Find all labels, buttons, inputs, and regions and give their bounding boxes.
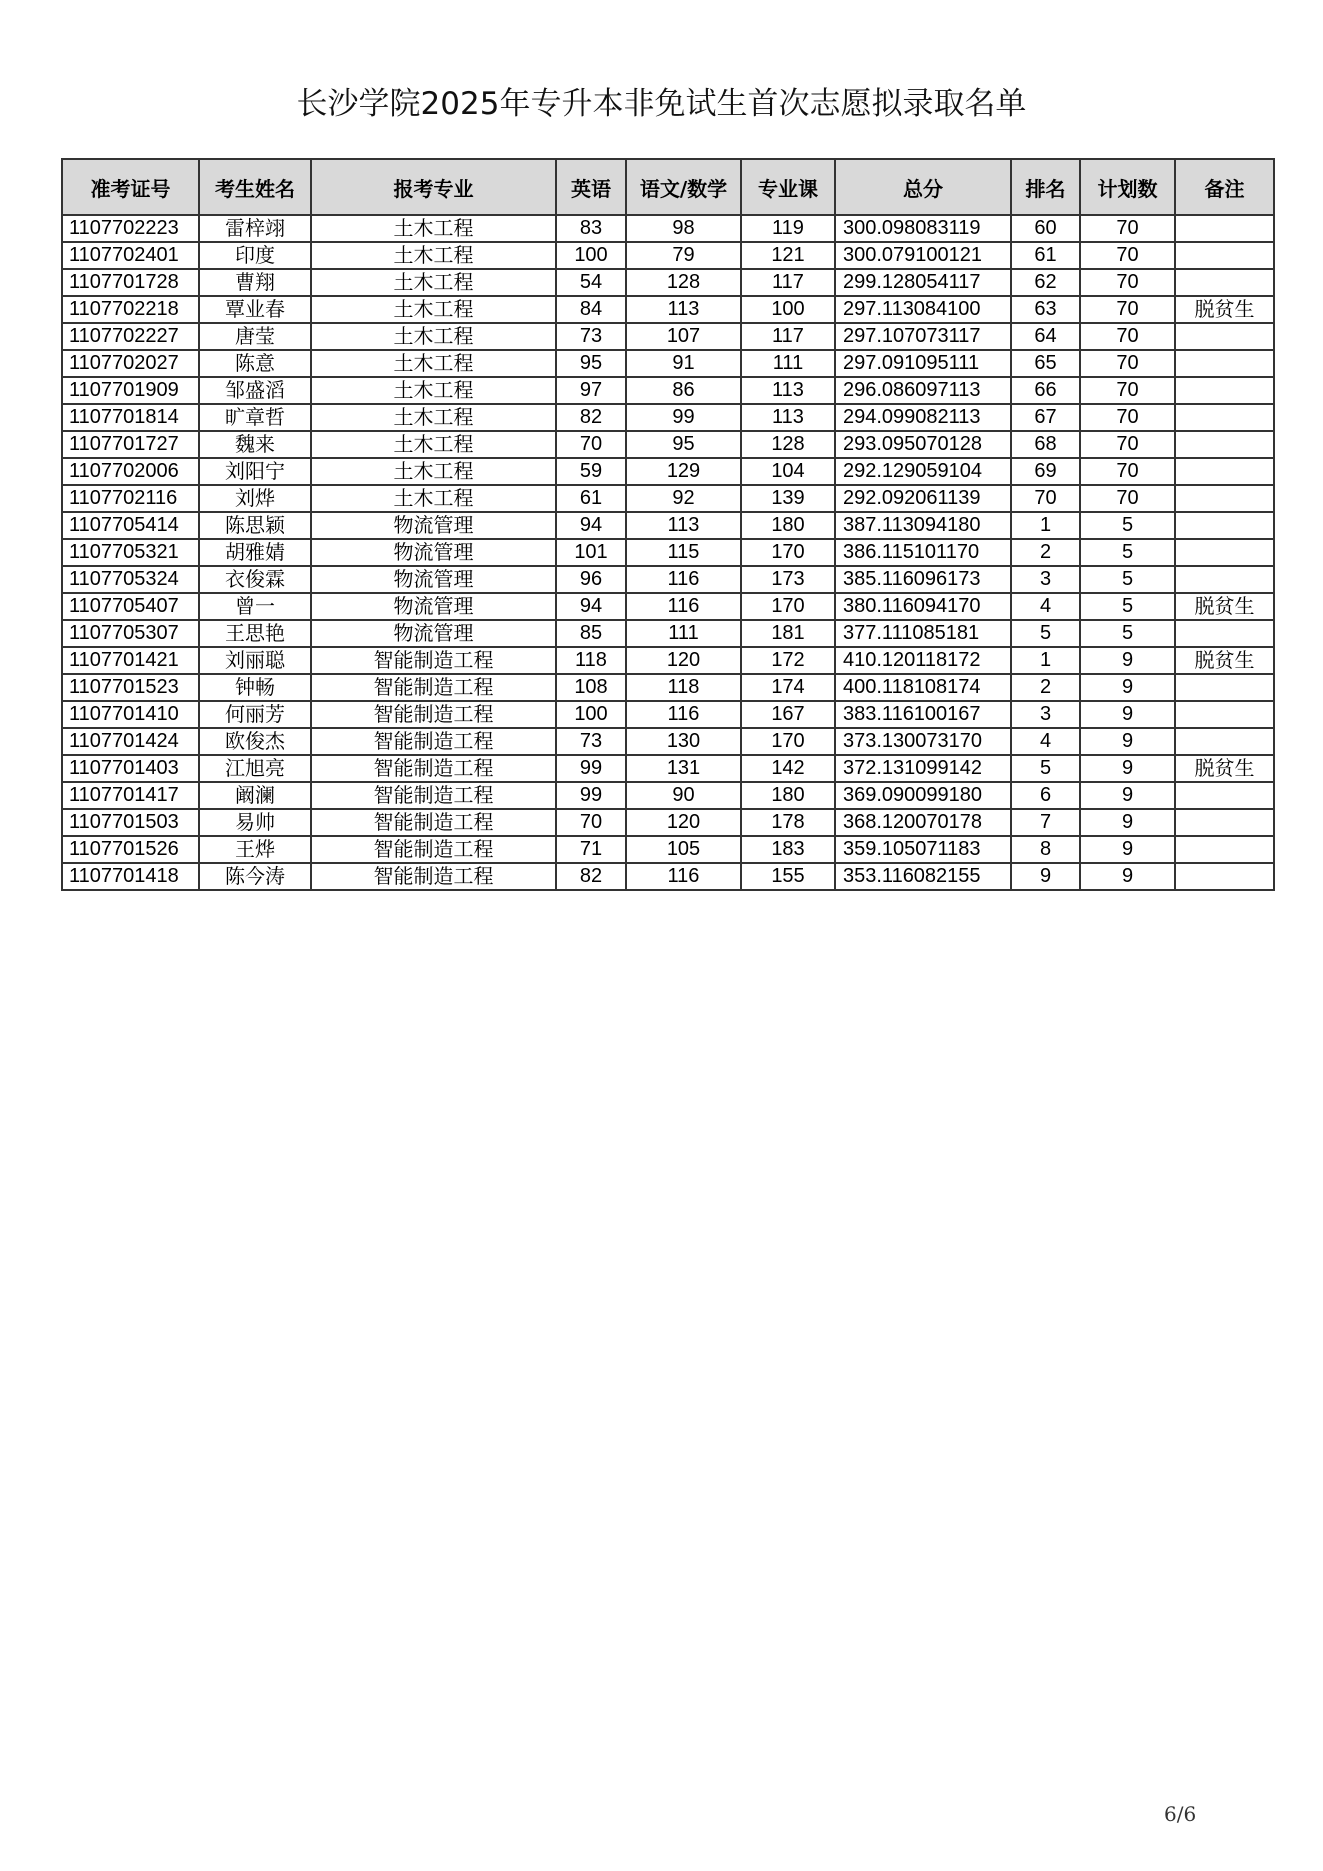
table-row [62,458,1274,485]
major-cell: 物流管理 [311,566,556,593]
plan-count-cell: 9 [1080,836,1175,863]
plan-count-cell: 9 [1080,728,1175,755]
major-cell: 智能制造工程 [311,701,556,728]
rank-cell: 5 [1011,755,1080,782]
plan-count-cell: 9 [1080,809,1175,836]
plan-count-cell: 9 [1080,782,1175,809]
exam-id-cell: 1107702218 [62,296,199,323]
note-cell [1175,728,1274,755]
major-cell: 土木工程 [311,350,556,377]
rank-cell: 2 [1011,674,1080,701]
major-cell: 物流管理 [311,512,556,539]
rank-cell: 3 [1011,701,1080,728]
exam-id-cell: 1107705321 [62,539,199,566]
table-row [62,404,1274,431]
note-cell [1175,323,1274,350]
exam-id-cell: 1107702006 [62,458,199,485]
exam-id-cell: 1107705307 [62,620,199,647]
plan-count-cell: 70 [1080,485,1175,512]
chinese-math-cell: 105 [626,836,741,863]
table-row [62,782,1274,809]
english-cell: 70 [556,809,626,836]
major-cell: 土木工程 [311,215,556,242]
total-cell: 380.116094170 [835,593,1011,620]
major-cell: 智能制造工程 [311,836,556,863]
name-cell: 陈思颖 [199,512,311,539]
exam-id-cell: 1107701403 [62,755,199,782]
note-cell [1175,404,1274,431]
major-course-cell: 100 [741,296,835,323]
chinese-math-cell: 98 [626,215,741,242]
table-row [62,539,1274,566]
exam-id-cell: 1107701727 [62,431,199,458]
english-cell: 59 [556,458,626,485]
exam-id-cell: 1107701728 [62,269,199,296]
name-cell: 王思艳 [199,620,311,647]
exam-id-cell: 1107701503 [62,809,199,836]
plan-count-cell: 70 [1080,269,1175,296]
english-cell: 97 [556,377,626,404]
rank-cell: 60 [1011,215,1080,242]
english-cell: 101 [556,539,626,566]
name-cell: 邹盛滔 [199,377,311,404]
header-rank: 排名 [1011,159,1080,215]
rank-cell: 69 [1011,458,1080,485]
note-cell [1175,512,1274,539]
plan-count-cell: 5 [1080,512,1175,539]
major-course-cell: 180 [741,512,835,539]
major-cell: 土木工程 [311,485,556,512]
header-plan-count: 计划数 [1080,159,1175,215]
english-cell: 54 [556,269,626,296]
header-english: 英语 [556,159,626,215]
rank-cell: 1 [1011,647,1080,674]
table-row [62,350,1274,377]
note-cell [1175,863,1274,890]
plan-count-cell: 70 [1080,296,1175,323]
major-course-cell: 121 [741,242,835,269]
major-cell: 智能制造工程 [311,647,556,674]
chinese-math-cell: 116 [626,566,741,593]
chinese-math-cell: 128 [626,269,741,296]
table-row [62,485,1274,512]
note-cell [1175,215,1274,242]
name-cell: 衣俊霖 [199,566,311,593]
rank-cell: 7 [1011,809,1080,836]
total-cell: 387.113094180 [835,512,1011,539]
chinese-math-cell: 92 [626,485,741,512]
total-cell: 294.099082113 [835,404,1011,431]
admission-table [61,158,1275,891]
exam-id-cell: 1107701424 [62,728,199,755]
name-cell: 刘阳宁 [199,458,311,485]
header-total: 总分 [835,159,1011,215]
plan-count-cell: 70 [1080,323,1175,350]
plan-count-cell: 9 [1080,647,1175,674]
name-cell: 刘烨 [199,485,311,512]
total-cell: 299.128054117 [835,269,1011,296]
total-cell: 296.086097113 [835,377,1011,404]
total-cell: 359.105071183 [835,836,1011,863]
major-course-cell: 113 [741,377,835,404]
table-row [62,323,1274,350]
english-cell: 118 [556,647,626,674]
total-cell: 292.092061139 [835,485,1011,512]
note-cell [1175,620,1274,647]
table-row [62,593,1274,620]
english-cell: 61 [556,485,626,512]
chinese-math-cell: 95 [626,431,741,458]
major-course-cell: 104 [741,458,835,485]
major-course-cell: 142 [741,755,835,782]
chinese-math-cell: 79 [626,242,741,269]
total-cell: 386.115101170 [835,539,1011,566]
header-major-course: 专业课 [741,159,835,215]
admission-table-wrapper [61,158,1273,891]
total-cell: 300.079100121 [835,242,1011,269]
english-cell: 96 [556,566,626,593]
name-cell: 王烨 [199,836,311,863]
note-cell [1175,782,1274,809]
table-row [62,674,1274,701]
rank-cell: 3 [1011,566,1080,593]
chinese-math-cell: 91 [626,350,741,377]
page-title: 长沙学院2025年专升本非免试生首次志愿拟录取名单 [296,86,1027,122]
note-cell [1175,269,1274,296]
english-cell: 84 [556,296,626,323]
exam-id-cell: 1107701814 [62,404,199,431]
header-exam-id: 准考证号 [62,159,199,215]
table-row [62,377,1274,404]
rank-cell: 5 [1011,620,1080,647]
exam-id-cell: 1107701410 [62,701,199,728]
total-cell: 369.090099180 [835,782,1011,809]
note-cell: 脱贫生 [1175,647,1274,674]
major-cell: 土木工程 [311,269,556,296]
major-course-cell: 119 [741,215,835,242]
rank-cell: 68 [1011,431,1080,458]
major-cell: 智能制造工程 [311,863,556,890]
major-cell: 土木工程 [311,431,556,458]
table-row [62,431,1274,458]
exam-id-cell: 1107702227 [62,323,199,350]
name-cell: 欧俊杰 [199,728,311,755]
table-row [62,215,1274,242]
rank-cell: 2 [1011,539,1080,566]
plan-count-cell: 70 [1080,404,1175,431]
note-cell [1175,485,1274,512]
major-course-cell: 180 [741,782,835,809]
name-cell: 何丽芳 [199,701,311,728]
total-cell: 292.129059104 [835,458,1011,485]
major-cell: 物流管理 [311,593,556,620]
table-row [62,566,1274,593]
table-body [62,215,1274,890]
page-number: 6/6 [1164,1802,1197,1826]
name-cell: 曹翔 [199,269,311,296]
major-cell: 智能制造工程 [311,755,556,782]
english-cell: 100 [556,242,626,269]
chinese-math-cell: 113 [626,512,741,539]
note-cell [1175,674,1274,701]
rank-cell: 61 [1011,242,1080,269]
exam-id-cell: 1107705414 [62,512,199,539]
name-cell: 陈意 [199,350,311,377]
major-cell: 智能制造工程 [311,782,556,809]
chinese-math-cell: 130 [626,728,741,755]
plan-count-cell: 70 [1080,458,1175,485]
chinese-math-cell: 86 [626,377,741,404]
exam-id-cell: 1107701909 [62,377,199,404]
major-cell: 土木工程 [311,242,556,269]
table-row [62,242,1274,269]
header-chinese-math: 语文/数学 [626,159,741,215]
note-cell [1175,458,1274,485]
name-cell: 曾一 [199,593,311,620]
note-cell [1175,566,1274,593]
rank-cell: 67 [1011,404,1080,431]
table-header-row [62,159,1274,215]
note-cell: 脱贫生 [1175,755,1274,782]
total-cell: 297.091095111 [835,350,1011,377]
exam-id-cell: 1107702116 [62,485,199,512]
plan-count-cell: 5 [1080,593,1175,620]
total-cell: 353.116082155 [835,863,1011,890]
rank-cell: 9 [1011,863,1080,890]
header-major: 报考专业 [311,159,556,215]
rank-cell: 8 [1011,836,1080,863]
plan-count-cell: 70 [1080,242,1175,269]
major-cell: 智能制造工程 [311,674,556,701]
major-cell: 土木工程 [311,458,556,485]
rank-cell: 70 [1011,485,1080,512]
major-course-cell: 113 [741,404,835,431]
total-cell: 372.131099142 [835,755,1011,782]
english-cell: 85 [556,620,626,647]
name-cell: 覃业春 [199,296,311,323]
name-cell: 旷章哲 [199,404,311,431]
table-row [62,620,1274,647]
header-note: 备注 [1175,159,1274,215]
major-cell: 智能制造工程 [311,728,556,755]
major-cell: 智能制造工程 [311,809,556,836]
major-course-cell: 155 [741,863,835,890]
major-course-cell: 117 [741,323,835,350]
name-cell: 唐莹 [199,323,311,350]
table-row [62,809,1274,836]
english-cell: 108 [556,674,626,701]
chinese-math-cell: 116 [626,701,741,728]
chinese-math-cell: 111 [626,620,741,647]
english-cell: 73 [556,728,626,755]
name-cell: 魏来 [199,431,311,458]
rank-cell: 4 [1011,728,1080,755]
major-course-cell: 173 [741,566,835,593]
name-cell: 刘丽聪 [199,647,311,674]
english-cell: 99 [556,782,626,809]
total-cell: 383.116100167 [835,701,1011,728]
rank-cell: 65 [1011,350,1080,377]
chinese-math-cell: 90 [626,782,741,809]
major-course-cell: 139 [741,485,835,512]
rank-cell: 64 [1011,323,1080,350]
note-cell [1175,350,1274,377]
major-cell: 土木工程 [311,323,556,350]
chinese-math-cell: 116 [626,863,741,890]
english-cell: 94 [556,593,626,620]
plan-count-cell: 70 [1080,350,1175,377]
chinese-math-cell: 99 [626,404,741,431]
note-cell: 脱贫生 [1175,296,1274,323]
exam-id-cell: 1107701417 [62,782,199,809]
rank-cell: 6 [1011,782,1080,809]
chinese-math-cell: 116 [626,593,741,620]
name-cell: 阚澜 [199,782,311,809]
name-cell: 陈今涛 [199,863,311,890]
note-cell [1175,809,1274,836]
major-course-cell: 170 [741,728,835,755]
english-cell: 95 [556,350,626,377]
table-row [62,647,1274,674]
major-cell: 土木工程 [311,296,556,323]
total-cell: 400.118108174 [835,674,1011,701]
major-cell: 物流管理 [311,539,556,566]
chinese-math-cell: 107 [626,323,741,350]
exam-id-cell: 1107705407 [62,593,199,620]
major-course-cell: 178 [741,809,835,836]
major-cell: 土木工程 [311,404,556,431]
major-course-cell: 170 [741,593,835,620]
table-row [62,728,1274,755]
major-course-cell: 181 [741,620,835,647]
total-cell: 377.111085181 [835,620,1011,647]
table-row [62,755,1274,782]
exam-id-cell: 1107701523 [62,674,199,701]
exam-id-cell: 1107702223 [62,215,199,242]
exam-id-cell: 1107701421 [62,647,199,674]
rank-cell: 66 [1011,377,1080,404]
chinese-math-cell: 120 [626,647,741,674]
major-course-cell: 128 [741,431,835,458]
major-course-cell: 111 [741,350,835,377]
rank-cell: 4 [1011,593,1080,620]
note-cell: 脱贫生 [1175,593,1274,620]
english-cell: 73 [556,323,626,350]
english-cell: 100 [556,701,626,728]
english-cell: 71 [556,836,626,863]
note-cell [1175,431,1274,458]
chinese-math-cell: 118 [626,674,741,701]
name-cell: 胡雅婧 [199,539,311,566]
major-course-cell: 172 [741,647,835,674]
note-cell [1175,701,1274,728]
plan-count-cell: 9 [1080,674,1175,701]
plan-count-cell: 5 [1080,539,1175,566]
table-row [62,701,1274,728]
exam-id-cell: 1107701526 [62,836,199,863]
note-cell [1175,377,1274,404]
note-cell [1175,836,1274,863]
exam-id-cell: 1107705324 [62,566,199,593]
english-cell: 99 [556,755,626,782]
name-cell: 雷梓翊 [199,215,311,242]
name-cell: 印度 [199,242,311,269]
table-row [62,269,1274,296]
chinese-math-cell: 115 [626,539,741,566]
name-cell: 江旭亮 [199,755,311,782]
total-cell: 385.116096173 [835,566,1011,593]
major-course-cell: 170 [741,539,835,566]
total-cell: 300.098083119 [835,215,1011,242]
table-row [62,863,1274,890]
total-cell: 368.120070178 [835,809,1011,836]
plan-count-cell: 70 [1080,215,1175,242]
major-course-cell: 174 [741,674,835,701]
english-cell: 83 [556,215,626,242]
plan-count-cell: 70 [1080,431,1175,458]
plan-count-cell: 9 [1080,863,1175,890]
header-name: 考生姓名 [199,159,311,215]
table-row [62,296,1274,323]
exam-id-cell: 1107701418 [62,863,199,890]
total-cell: 410.120118172 [835,647,1011,674]
major-course-cell: 167 [741,701,835,728]
table-row [62,512,1274,539]
table-row [62,836,1274,863]
name-cell: 易帅 [199,809,311,836]
total-cell: 293.095070128 [835,431,1011,458]
note-cell [1175,242,1274,269]
chinese-math-cell: 113 [626,296,741,323]
english-cell: 82 [556,404,626,431]
exam-id-cell: 1107702401 [62,242,199,269]
major-course-cell: 117 [741,269,835,296]
name-cell: 钟畅 [199,674,311,701]
major-cell: 物流管理 [311,620,556,647]
english-cell: 82 [556,863,626,890]
english-cell: 70 [556,431,626,458]
plan-count-cell: 5 [1080,566,1175,593]
total-cell: 297.113084100 [835,296,1011,323]
plan-count-cell: 9 [1080,755,1175,782]
exam-id-cell: 1107702027 [62,350,199,377]
rank-cell: 62 [1011,269,1080,296]
plan-count-cell: 9 [1080,701,1175,728]
total-cell: 297.107073117 [835,323,1011,350]
chinese-math-cell: 129 [626,458,741,485]
rank-cell: 1 [1011,512,1080,539]
plan-count-cell: 70 [1080,377,1175,404]
chinese-math-cell: 120 [626,809,741,836]
major-course-cell: 183 [741,836,835,863]
note-cell [1175,539,1274,566]
rank-cell: 63 [1011,296,1080,323]
chinese-math-cell: 131 [626,755,741,782]
plan-count-cell: 5 [1080,620,1175,647]
total-cell: 373.130073170 [835,728,1011,755]
major-cell: 土木工程 [311,377,556,404]
english-cell: 94 [556,512,626,539]
